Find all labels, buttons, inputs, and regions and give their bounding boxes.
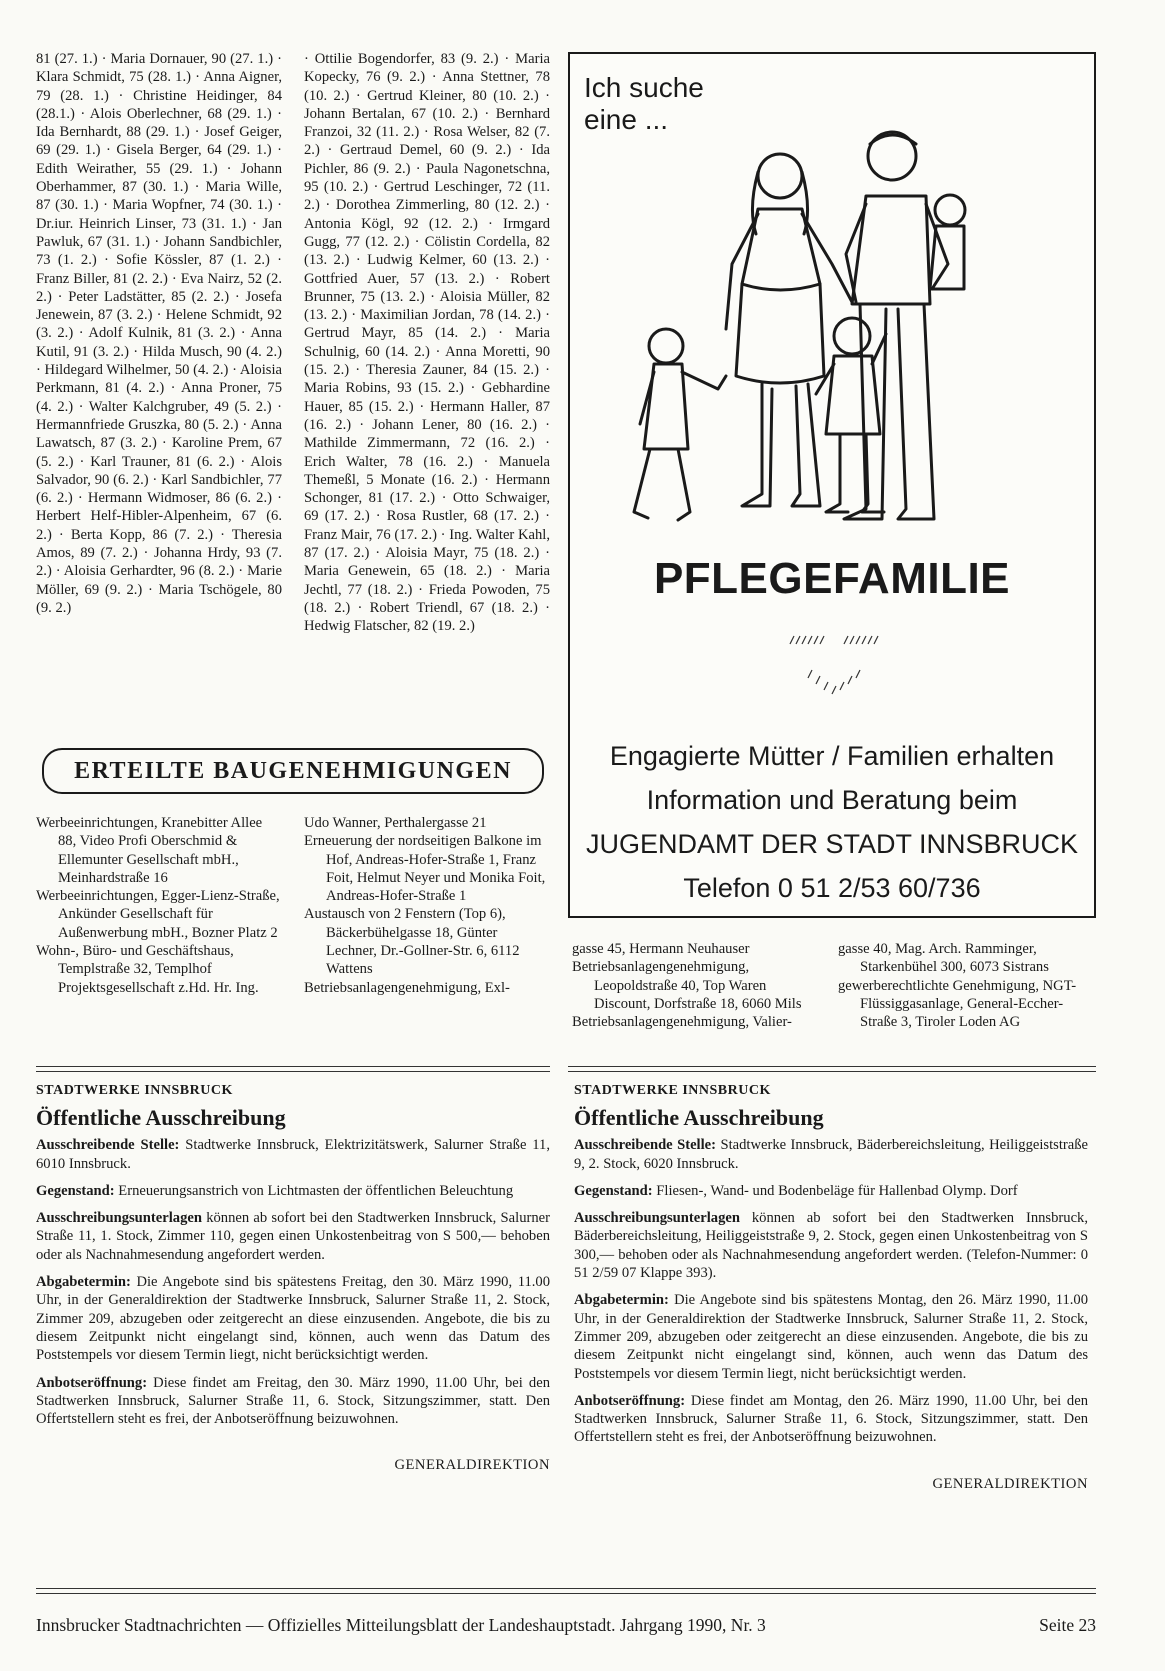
tender-notice-left xyxy=(36,1082,550,1475)
ad-contact-text xyxy=(570,734,1094,910)
tender-deadline: Abgabetermin: Die Angebote sind bis spätestens Freitag, den 30. März 1990, 11.00 Uhr, in der Generaldirektion der Stadtwerke Innsbruck, Salurner Straße 11, 2. Stock, Zimmer 209, abzugeben oder zeitgerecht an diese einzusenden. Angebote, die bis zu diesem Zeitpunkt nicht eingelangt sind, können, auch wenn das Datum des Poststempels vor diesem Termin liegt, nicht berücksichtigt werden. xyxy=(36,1274,550,1364)
ad-search-text: Ich suche eine ... xyxy=(584,72,704,135)
section-divider xyxy=(36,1066,550,1072)
section-heading-building-permits: ERTEILTE BAUGENEHMIGUNGEN xyxy=(42,748,544,794)
tender-opening: Anbotseröffnung: Diese findet am Montag, den 26. März 1990, 11.00 Uhr, bei den Stadtwerken Innsbruck, Salurner Straße 11, 6. Stock, Sitzungszimmer, statt. Den Offertstellern steht es frei, der Anbotseröffnung beizuwohnen. xyxy=(574,1392,1088,1446)
tender-org: STADTWERKE INNSBRUCK xyxy=(574,1083,771,1098)
permit-entry: Werbeeinrichtungen, Egger-Lienz-Straße, Ankünder Gesellschaft für Außenwerbung mbH., Bozner Platz 2 xyxy=(36,888,280,941)
father-figure xyxy=(844,132,965,519)
permits-column-1 xyxy=(36,814,282,997)
permit-entry: gasse 40, Mag. Arch. Ramminger, Starkenbühel 300, 6073 Sistrans xyxy=(838,941,1049,976)
ad-line-3: JUGENDAMT DER STADT INNSBRUCK xyxy=(585,829,1079,859)
ad-line-2: Information und Beratung beim xyxy=(646,785,1018,815)
girl-figure xyxy=(816,318,886,512)
footer-divider xyxy=(36,1588,1096,1594)
permit-entry: gewerberechtlichte Genehmigung, NGT-Flüssiggasanlage, General-Eccher-Straße 3, Tiroler Loden AG xyxy=(838,977,1077,1031)
permits-column-4 xyxy=(838,940,1096,1031)
permit-entry: Werbeeinrichtungen, Kranebitter Allee 88, Video Profi Oberschmid & Ellemunter Gesellschaft mbH., Meinhardstraße 16 xyxy=(36,815,263,886)
permits-column-2 xyxy=(304,814,550,997)
obituary-column-2 xyxy=(304,50,550,636)
tender-subject: Gegenstand: Fliesen-, Wand- und Bodenbeläge für Hallenbad Olymp. Dorf xyxy=(574,1182,1018,1199)
obituary-column-1 xyxy=(36,50,282,617)
tender-authority: Ausschreibende Stelle: Stadtwerke Innsbruck, Bäderbereichsleitung, Heiliggeiststraße 9, 2. Stock, 6020 Innsbruck. xyxy=(574,1137,1088,1172)
permit-entry: Wohn-, Büro- und Geschäftshaus, Templstraße 32, Templhof Projektsgesellschaft z.Hd. Hr. Ing. xyxy=(36,943,259,996)
tender-documents: Ausschreibungsunterlagen können ab sofort bei den Stadtwerken Innsbruck, Bäderbereichsleitung, Heiliggeiststraße 9, 2. Stock, gegen einen Unkostenbeitrag von S 300,— behoben oder als Nachnahmesendung angefordert werden. (Telefon-Nummer: 0 51 2/59 07 Klappe 393). xyxy=(574,1210,1088,1282)
foster-family-advert xyxy=(568,52,1096,918)
ad-headline: PFLEGEFAMILIE xyxy=(653,554,1011,603)
mother-figure xyxy=(726,154,852,506)
permit-entry: gasse 45, Hermann Neuhauser xyxy=(572,941,750,957)
page-number: Seite 23 xyxy=(1039,1615,1096,1635)
tender-authority: Ausschreibende Stelle: Stadtwerke Innsbruck, Elektrizitätswerk, Salurner Straße 11, 6010 Innsbruck. xyxy=(36,1137,550,1172)
ad-phone: Telefon 0 51 2/53 60/736 xyxy=(683,873,981,903)
obituary-text: · Ottilie Bogendorfer, 83 (9. 2.) · Maria Kopecky, 76 (9. 2.) · Anna Stettner, 78 (10. 2.) · Gertrud Kleiner, 80 (10. 2.) · Johann Bertalan, 67 (10. 2.) · Bernhard Franzoi, 32 (11. 2.) · Rosa Welser, 82 (7. 2.) · Gertraud Demel, 60 (9. 2.) · Ida Pichler, 86 (9. 2.) · Paula Nagonetschna, 95 (10. 2.) · Gertrud Leschinger, 72 (11. 2.) · Dorothea Zimmerling, 80 (12. 2.) · Antonia Kögl, 92 (12. 2.) · Irmgard Gugg, 77 (12. 2.) · Cölistin Cordella, 82 (13. 2.) · Ludwig Kelmer, 60 (13. 2.) · Gottfried Auer, 57 (13. 2.) · Robert Brunner, 75 (13. 2.) · Aloisia Müller, 82 (13. 2.) · Maximilian Jordan, 78 (14. 2.) · Gertrud Mayr, 85 (14. 2.) · Maria Schulnig, 60 (14. 2.) · Anna Moretti, 90 (15. 2.) · Theresia Zauner, 84 (15. 2.) · Maria Robins, 93 (15. 2.) · Gebhardine Hauer, 85 (15. 2.) · Hermann Haller, 87 (16. 2.) · Johann Lener, 80 (16. 2.) · Mathilde Zimmermann, 72 (16. 2.) · Erich Walter, 78 (16. 2.) · Manuela Themeßl, 5 Monate (16. 2.) · Hermann Schonger, 81 (17. 2.) · Otto Schwaiger, 69 (17. 2.) · Rosa Rustler, 68 (17. 2.) · Franz Mair, 76 (17. 2.) · Ing. Walter Kahl, 87 (17. 2.) · Aloisia Mayr, 75 (18. 2.) · Maria Genewein, 65 (18. 2.) · Maria Jechtl, 77 (18. 2.) · Frieda Powoden, 75 (18. 2.) · Robert Triendl, 67 (18. 2.) · Hedwig Flatscher, 82 (19. 2.) xyxy=(304,51,550,635)
heart-icon xyxy=(784,634,884,704)
permits-column-3 xyxy=(572,940,822,1031)
tender-subject: Gegenstand: Erneuerungsanstrich von Lichtmasten der öffentlichen Beleuchtung xyxy=(36,1182,514,1199)
footer-publication: Innsbrucker Stadtnachrichten — Offizielles Mitteilungsblatt der Landeshauptstadt. Jahrgang 1990, Nr. 3 xyxy=(36,1615,766,1635)
permit-entry: Austausch von 2 Fenstern (Top 6), Bäckerbühelgasse 18, Günter Lechner, Dr.-Gollner-Str. 6, 6112 Wattens xyxy=(304,906,520,978)
tender-title: Öffentliche Ausschreibung xyxy=(574,1105,824,1131)
obituary-text: 81 (27. 1.) · Maria Dornauer, 90 (27. 1.) · Klara Schmidt, 75 (28. 1.) · Anna Aigner, 79 (28. 1.) · Christine Heidinger, 84 (28.1.) · Alois Oberlechner, 68 (29. 1.) · Ida Bernhardt, 88 (29. 1.) · Josef Geiger, 69 (29. 1.) · Gisela Berger, 64 (29. 1.) · Edith Weirather, 55 (29. 1.) · Johann Oberhammer, 87 (30. 1.) · Maria Wille, 87 (30. 1.) · Maria Wopfner, 74 (30. 1.) · Dr.iur. Heinrich Linser, 73 (31. 1.) · Jan Pawluk, 67 (31. 1.) · Johann Sandbichler, 73 (1. 2.) · Sofie Kössler, 87 (1. 2.) · Franz Biller, 81 (2. 2.) · Eva Nairz, 52 (2. 2.) · Peter Ladstätter, 85 (2. 2.) · Josefa Jenewein, 87 (3. 2.) · Helene Schmidt, 92 (3. 2.) · Adolf Kulnik, 81 (3. 2.) · Anna Kutil, 91 (3. 2.) · Hilda Musch, 90 (4. 2.) · Hildegard Wilhelmer, 50 (4. 2.) · Aloisia Perkmann, 81 (4. 2.) · Anna Proner, 75 (4. 2.) · Walter Kalchgruber, 49 (5. 2.) · Hermannfriede Gruszka, 80 (5. 2.) · Anna Lawatsch, 87 (3. 2.) · Karoline Prem, 67 (5. 2.) · Karl Trauner, 81 (6. 2.) · Alois Salvador, 90 (6. 2.) · Karl Sandbichler, 77 (6. 2.) · Hermann Widmoser, 86 (6. 2.) · Herbert Helf-Hibler-Alpenheim, 67 (6. 2.) · Berta Kopp, 86 (7. 2.) · Theresia Amos, 89 (7. 2.) · Johanna Hrdy, 93 (7. 2.) · Aloisia Gerhardter, 96 (8. 2.) · Marie Möller, 69 (9. 2.) · Maria Tschögele, 80 (9. 2.) xyxy=(36,51,282,616)
permit-entry: Betriebsanlagengenehmigung, Exl- xyxy=(304,979,510,996)
page-footer xyxy=(36,1614,1096,1636)
tender-notice-right xyxy=(574,1082,1088,1493)
family-illustration xyxy=(630,114,1030,544)
tender-signature: GENERALDIREKTION xyxy=(932,1475,1088,1492)
permit-entry: Betriebsanlagengenehmigung, Valier- xyxy=(572,1014,792,1031)
tender-opening: Anbotseröffnung: Diese findet am Freitag, den 30. März 1990, 11.00 Uhr, bei den Stadtwerken Innsbruck, Salurner Straße 11, 6. Stock, Sitzungszimmer, statt. Den Offertstellern steht es frei, der Anbotseröffnung beizuwohnen. xyxy=(36,1374,550,1428)
section-divider xyxy=(568,1066,1096,1072)
tender-documents: Ausschreibungsunterlagen können ab sofort bei den Stadtwerken Innsbruck, Salurner Straße 11, 1. Stock, Zimmer 110, gegen einen Unkostenbeitrag von S 500,— behoben oder als Nachnahmesendung angefordert werden. xyxy=(36,1210,550,1263)
ad-line-1: Engagierte Mütter / Familien erhalten xyxy=(609,741,1055,771)
permit-entry: Erneuerung der nordseitigen Balkone im Hof, Andreas-Hofer-Straße 1, Franz Foit, Helmut Neyer und Monika Foit, Andreas-Hofer-Straße 1 xyxy=(304,833,546,905)
tender-deadline: Abgabetermin: Die Angebote sind bis spätestens Montag, den 26. März 1990, 11.00 Uhr, in der Generaldirektion der Stadtwerke Innsbruck, Salurner Straße 11, 2. Stock, Zimmer 209, abzugeben oder zeitgerecht an diese einzusenden. Angebote, die bis zu diesem Zeitpunkt nicht eingelangt sind, können, auch wenn das Datum des Poststempels vor diesem Termin liegt, nicht berücksichtigt werden. xyxy=(574,1292,1088,1382)
tender-title: Öffentliche Ausschreibung xyxy=(36,1105,286,1131)
tender-org: STADTWERKE INNSBRUCK xyxy=(36,1083,233,1098)
tender-signature: GENERALDIREKTION xyxy=(394,1457,550,1474)
permit-entry: Udo Wanner, Perthalergasse 21 xyxy=(304,815,487,831)
permit-entry: Betriebsanlagengenehmigung, Leopoldstraße 40, Top Waren Discount, Dorfstraße 18, 6060 Mils xyxy=(572,959,802,1012)
boy-figure xyxy=(634,329,726,520)
